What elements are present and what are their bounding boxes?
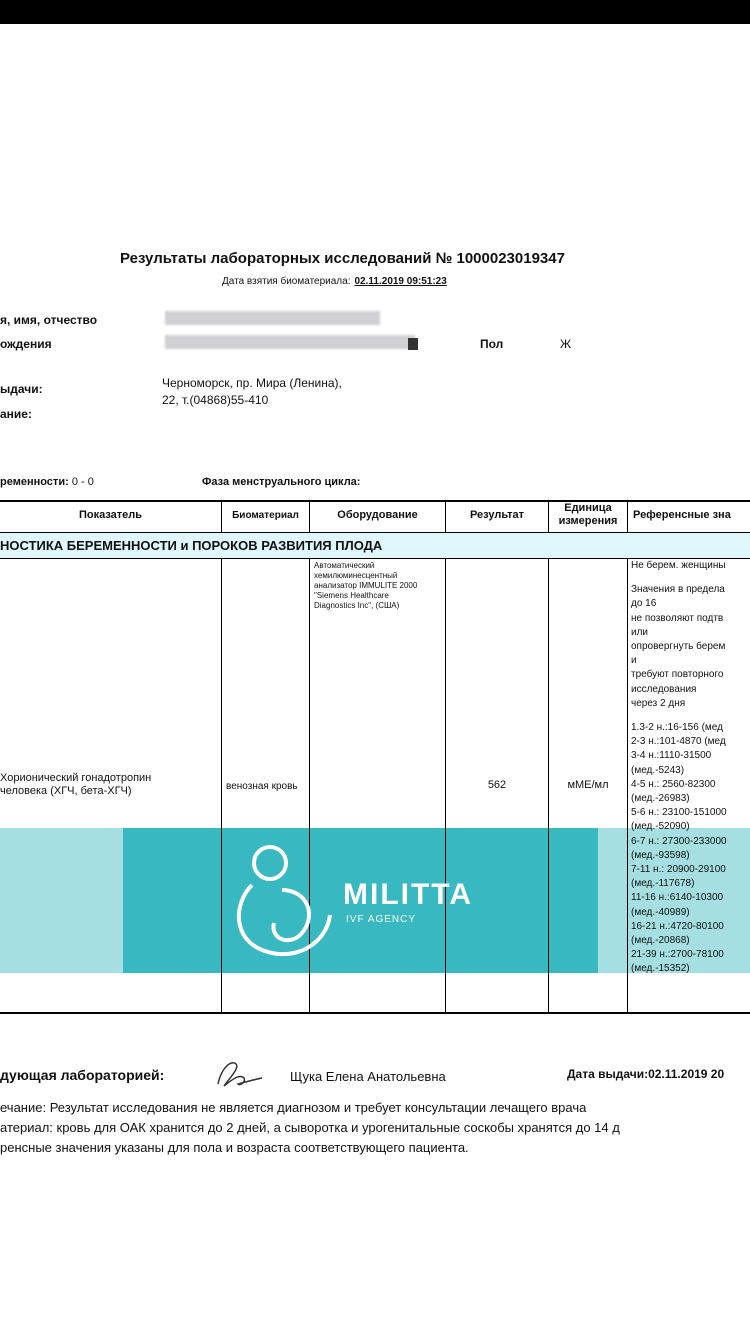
table-top-line	[0, 500, 750, 502]
col-divider	[221, 558, 222, 1012]
reference-line: Значения в предела	[631, 584, 725, 596]
reference-line: 1.3-2 н.:16-156 (мед	[631, 722, 723, 733]
indicator-line1: Хорионический гонадотропин	[0, 772, 152, 784]
reference-line: опровергнуть берем	[631, 641, 726, 652]
pregnancy-value: 0 - 0	[71, 476, 94, 488]
reference-line: или	[631, 626, 649, 638]
cycle-phase-label: Фаза менструального цикла:	[202, 476, 361, 488]
redacted-name	[165, 311, 380, 325]
naming-label: ание:	[0, 407, 32, 421]
pregnancy-label: ременности:	[0, 476, 69, 488]
sample-date-value: 02.11.2019 09:51:23	[354, 276, 447, 287]
lab-head-name: Щука Елена Анатольевна	[290, 1069, 446, 1084]
reference-line: Не берем. женщины	[631, 560, 726, 571]
note-line3: ренсные значения указаны для пола и возраста соответствующего пациента.	[0, 1140, 469, 1155]
header-biomaterial: Биоматериал	[232, 510, 299, 521]
top-black-bar	[0, 0, 750, 24]
signature-icon	[210, 1056, 265, 1092]
reference-line: (мед.-93598)	[631, 849, 690, 861]
reference-line: 21-39 н.:2700-78100	[631, 949, 724, 961]
issue-place-line2: 22, т.(04868)55-410	[162, 393, 269, 407]
redacted-dob	[165, 335, 415, 349]
watermark-tagline: IVF AGENCY	[346, 914, 417, 925]
document-title: Результаты лабораторных исследований № 1000023019347	[120, 250, 565, 267]
reference-line: (мед.-26983)	[631, 793, 690, 804]
pregnancy-row	[0, 476, 94, 488]
indicator-cell	[0, 772, 151, 798]
reference-line: через 2 дня	[631, 697, 686, 709]
header-reference: Референсные зна	[633, 509, 731, 521]
equipment-cell	[314, 561, 417, 611]
reference-line: 4-5 н.: 2560-82300	[631, 778, 716, 790]
col-divider	[627, 558, 628, 1012]
issue-date: Дата выдачи:02.11.2019 20	[567, 1067, 725, 1081]
sex-value: Ж	[560, 337, 572, 351]
note-line1: ечание: Результат исследования не является диагнозом и требует консультации лечащего врача	[0, 1100, 587, 1115]
equipment-line: анализатор IMMULITE 2000	[314, 581, 418, 590]
redaction-mark	[408, 338, 418, 350]
reference-line: до 16	[631, 598, 657, 610]
reference-line: (мед.-40989)	[631, 906, 690, 918]
header-result: Результат	[469, 509, 525, 521]
biomaterial-cell: венозная кровь	[226, 781, 298, 792]
reference-line: 5-6 н.: 23100-151000	[631, 807, 727, 819]
unit-value: мМЕ/мл	[567, 779, 609, 791]
equipment-line: "Siemens Healthcare	[314, 591, 389, 600]
reference-line: (мед.-52090)	[631, 821, 690, 833]
note-line2: атериал: кровь для ОАК хранится до 2 дней, а сыворотка и урогенитальные соскобы хранятся до 14 д	[0, 1120, 620, 1135]
reference-line: (мед.-20868)	[631, 935, 690, 946]
reference-line: (мед.-15352)	[631, 963, 690, 975]
reference-line: и	[631, 655, 637, 667]
equipment-line: хемилюминесцентный	[314, 571, 398, 580]
result-value: 562	[487, 779, 507, 791]
indicator-line2: человека (ХГЧ, бета-ХГЧ)	[0, 785, 132, 797]
section-line	[0, 558, 750, 559]
watermark-brand: MILITTA	[343, 878, 474, 911]
fio-label: я, имя, отчество	[0, 313, 98, 327]
header-indicator: Показатель	[78, 509, 143, 521]
reference-line: 3-4 н.:1110-31500	[631, 750, 712, 762]
reference-line: 7-11 н.: 20900-29100	[631, 864, 726, 875]
reference-line: 6-7 н.: 27300-233000	[631, 835, 727, 847]
reference-line: 16-21 н.:4720-80100	[631, 920, 724, 932]
issue-place-line1: Черноморск, пр. Мира (Ленина),	[162, 376, 342, 390]
equipment-line: Автоматический	[314, 561, 375, 570]
reference-line: (мед.-117678)	[631, 878, 695, 890]
col-divider	[627, 500, 628, 533]
issue-place-label: ыдачи:	[0, 382, 43, 396]
militta-logo-icon	[232, 835, 342, 965]
reference-line: исследования	[631, 683, 697, 695]
reference-line: (мед.-5243)	[631, 764, 685, 776]
table-bottom-line	[0, 1012, 750, 1014]
equipment-line: Diagnostics Inc", (США)	[314, 601, 400, 610]
section-title: НОСТИКА БЕРЕМЕННОСТИ и ПОРОКОВ РАЗВИТИЯ ПЛОДА	[0, 533, 750, 558]
dob-label: ождения	[0, 337, 52, 351]
reference-line: 2-3 н.:101-4870 (мед	[631, 736, 726, 748]
header-unit: Единица измерения	[558, 502, 618, 527]
lab-head-label: дующая лабораторией:	[0, 1067, 165, 1083]
reference-line: не позволяют подтв	[631, 612, 724, 624]
reference-line: требуют повторного	[631, 669, 724, 681]
sample-date-label: Дата взятия биоматериала:	[222, 276, 351, 287]
reference-line: 11-16 н.:6140-10300	[631, 892, 724, 904]
sex-label: Пол	[480, 337, 504, 351]
header-equipment: Оборудование	[337, 509, 418, 521]
sample-date	[222, 276, 447, 287]
